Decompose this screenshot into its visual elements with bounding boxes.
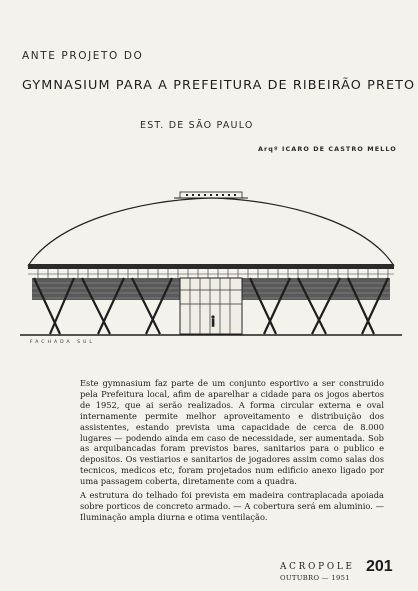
dome-outline — [28, 198, 394, 266]
clerestory-band — [28, 269, 394, 278]
south-facade-drawing — [14, 186, 408, 342]
issue-date: OUTUBRO — 1951 — [280, 574, 350, 582]
eave-band — [28, 264, 394, 269]
page-title: GYMNASIUM PARA A PREFEITURA DE RIBEIRÃO PRETO — [22, 78, 416, 93]
article-paragraph: Este gymnasium faz parte de um conjunto esportivo a ser construido pela Prefeitura local, afim de aparelhar a cidade para os jogos abertos de 1952, que ai serão realizados. A forma circular externa e oval internamente permite melhor aproveitamento e distribuição dos assistentes, estando prevista uma capacidade de cerca de 8.000 lugares — podendo ainda em caso de necessidade, ser aumentada. Sob as arquibancadas foram previstos bares, sanitarios para o publico e depositos. Os vestiarios e sanitarios de jogadores assim como salas dos tecnicos, medicos etc, foram projetados num edificio anexo ligado por uma passagem coberta, diretamente com a quadra. — [80, 378, 384, 487]
kicker-text: ANTE PROJETO DO — [22, 50, 144, 62]
article-body — [80, 378, 384, 526]
architect-credit: Arqº ICARO DE CASTRO MELLO — [258, 145, 397, 153]
magazine-name: ACROPOLE — [280, 562, 355, 572]
human-figure — [211, 315, 214, 326]
main-entrance — [180, 278, 242, 334]
page-subtitle: EST. DE SÃO PAULO — [140, 120, 254, 131]
article-paragraph: A estrutura do telhado foi prevista em madeira contraplacada apoiada sobre porticos de concreto armado. — A cobertura será em aluminio. — Iluminação ampla diurna e otima ventilação. — [80, 490, 384, 522]
drawing-caption: FACHADA SUL — [30, 340, 95, 345]
page-number: 201 — [366, 558, 393, 575]
lantern-openings — [186, 194, 236, 196]
